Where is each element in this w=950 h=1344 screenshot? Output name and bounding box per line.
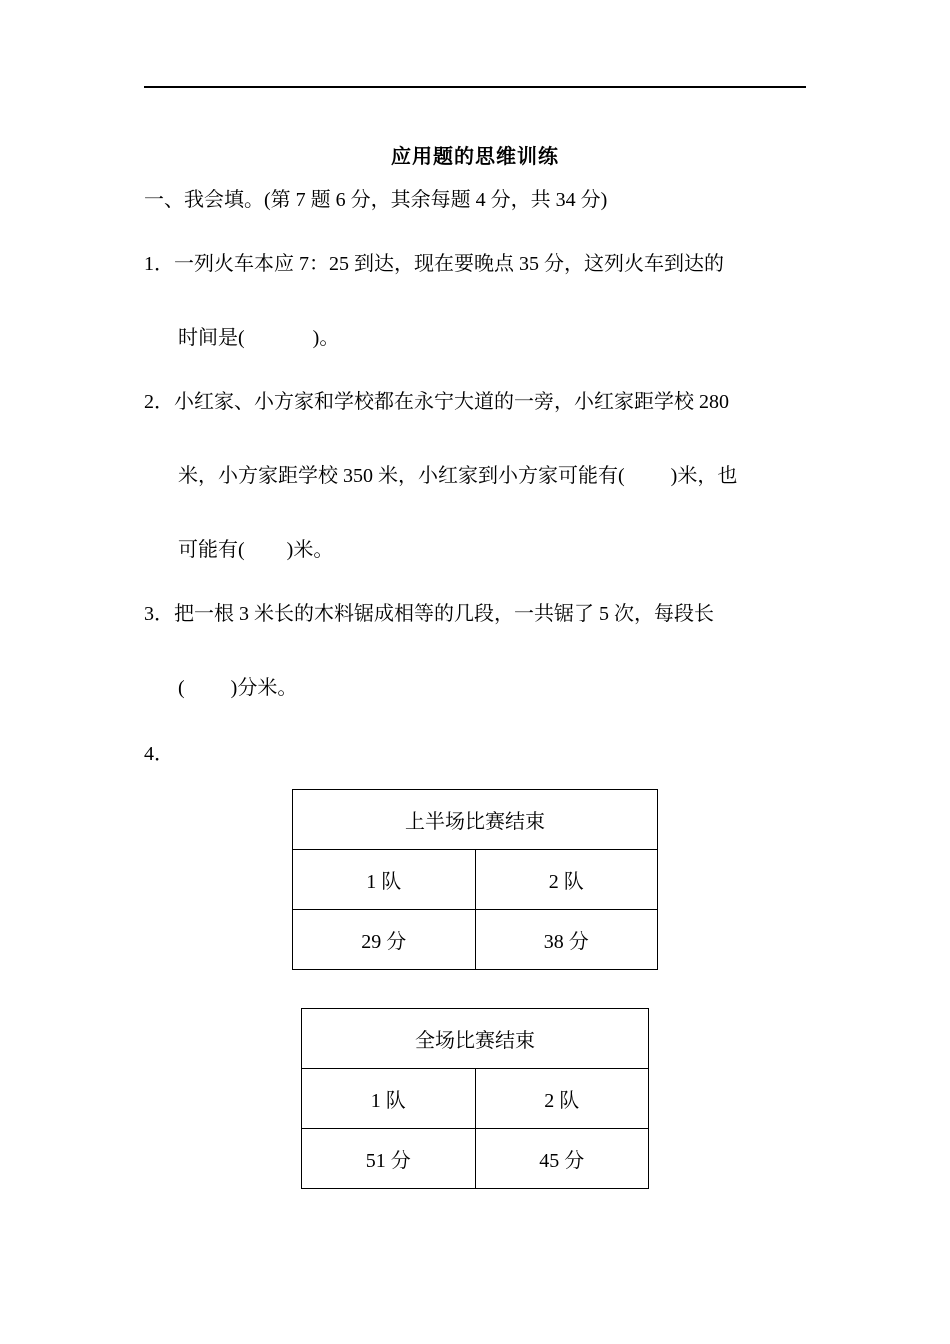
table-row bbox=[293, 910, 658, 970]
question-2-line-2: 米，小方家距学校 350 米，小红家到小方家可能有( )米，也 bbox=[178, 465, 738, 487]
question-1-line-2: 时间是( )。 bbox=[178, 327, 340, 349]
table-row bbox=[302, 1129, 649, 1189]
question-2-line-3: 可能有( )米。 bbox=[178, 539, 334, 561]
question-3-line-2: ( )分米。 bbox=[178, 677, 298, 699]
table-row bbox=[293, 850, 658, 910]
question-1-line-1 bbox=[144, 250, 806, 278]
score-cell: 51 分 bbox=[302, 1129, 476, 1189]
page-title: 应用题的思维训练 bbox=[391, 146, 559, 168]
table-header-cell: 上半场比赛结束 bbox=[293, 790, 658, 850]
team-cell: 1 队 bbox=[302, 1069, 476, 1129]
first-half-score-table bbox=[292, 789, 658, 970]
table-row bbox=[302, 1009, 649, 1069]
question-2-line-1: 2．小红家、小方家和学校都在永宁大道的一旁，小红家距学校 280 bbox=[144, 391, 729, 413]
full-game-score-table bbox=[301, 1008, 649, 1189]
table-row bbox=[293, 790, 658, 850]
team-cell: 2 队 bbox=[475, 850, 658, 910]
section-heading: 一、我会填。(第 7 题 6 分，其余每题 4 分，共 34 分) bbox=[144, 189, 608, 211]
score-cell: 29 分 bbox=[293, 910, 476, 970]
table-header-cell: 全场比赛结束 bbox=[302, 1009, 649, 1069]
header-rule bbox=[144, 86, 806, 88]
question-3-line-1: 3．把一根 3 米长的木料锯成相等的几段，一共锯了 5 次，每段长 bbox=[144, 603, 714, 625]
team-cell: 2 队 bbox=[475, 1069, 649, 1129]
table-row bbox=[302, 1069, 649, 1129]
question-4-label: 4． bbox=[144, 743, 174, 765]
score-cell: 38 分 bbox=[475, 910, 658, 970]
score-cell: 45 分 bbox=[475, 1129, 649, 1189]
team-cell: 1 队 bbox=[293, 850, 476, 910]
question-1-text: 1．一列火车本应 7：25 到达，现在要晚点 35 分，这列火车到达的 bbox=[144, 253, 724, 275]
